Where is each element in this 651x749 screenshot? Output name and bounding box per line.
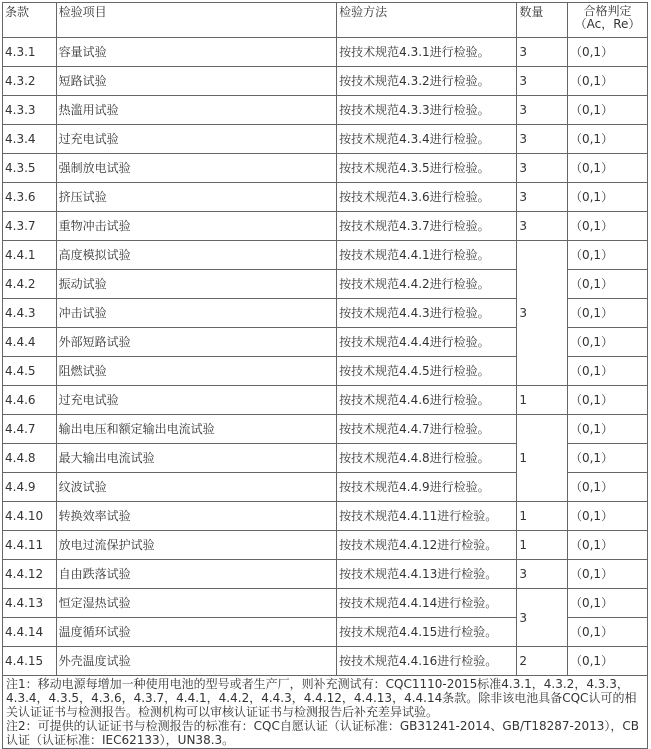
item-cell: 高度模拟试验 [56,241,336,270]
clause-cell: 4.3.1 [3,38,57,67]
clause-cell: 4.4.13 [3,589,57,618]
item-cell: 重物冲击试验 [56,212,336,241]
judgment-cell: （0,1） [567,212,647,241]
clause-cell: 4.4.3 [3,299,57,328]
quantity-cell: 3 [517,560,568,589]
judgment-cell: （0,1） [567,560,647,589]
method-cell: 按技术规范4.3.6进行检验。 [337,183,517,212]
clause-cell: 4.3.3 [3,96,57,125]
judgment-cell: （0,1） [567,415,647,444]
judgment-cell: （0,1） [567,647,647,676]
table-row [3,96,648,125]
clause-cell: 4.4.9 [3,473,57,502]
item-cell: 挤压试验 [56,183,336,212]
quantity-cell: 1 [517,502,568,531]
judgment-cell: （0,1） [567,125,647,154]
method-cell: 按技术规范4.4.16进行检验。 [337,647,517,676]
method-cell: 按技术规范4.4.8进行检验。 [337,444,517,473]
method-cell: 按技术规范4.4.11进行检验。 [337,502,517,531]
item-cell: 振动试验 [56,270,336,299]
quantity-cell-merged: 3 [517,241,568,386]
judgment-cell: （0,1） [567,473,647,502]
method-cell: 按技术规范4.4.3进行检验。 [337,299,517,328]
item-cell: 恒定湿热试验 [56,589,336,618]
clause-cell: 4.4.15 [3,647,57,676]
table-row [3,125,648,154]
clause-cell: 4.4.8 [3,444,57,473]
item-cell: 外壳温度试验 [56,647,336,676]
header-quantity: 数量 [517,3,568,38]
clause-cell: 4.4.2 [3,270,57,299]
method-cell: 按技术规范4.4.6进行检验。 [337,386,517,415]
judgment-cell: （0,1） [567,589,647,618]
header-item: 检验项目 [56,3,336,38]
item-cell: 温度循环试验 [56,618,336,647]
method-cell: 按技术规范4.4.12进行检验。 [337,531,517,560]
quantity-cell: 3 [517,154,568,183]
item-cell: 短路试验 [56,67,336,96]
method-cell: 按技术规范4.4.13进行检验。 [337,560,517,589]
clause-cell: 4.3.6 [3,183,57,212]
table-row [3,415,648,444]
header-judgment-label: 合格判定 [583,4,632,18]
item-cell: 最大输出电流试验 [56,444,336,473]
item-cell: 外部短路试验 [56,328,336,357]
quantity-cell-merged: 3 [517,589,568,647]
quantity-cell: 3 [517,183,568,212]
judgment-cell: （0,1） [567,299,647,328]
clause-cell: 4.3.2 [3,67,57,96]
table-row [3,212,648,241]
clause-cell: 4.4.10 [3,502,57,531]
method-cell: 按技术规范4.4.15进行检验。 [337,618,517,647]
item-cell: 热滥用试验 [56,96,336,125]
item-cell: 纹波试验 [56,473,336,502]
clause-cell: 4.4.5 [3,357,57,386]
table-row [3,647,648,676]
clause-cell: 4.4.11 [3,531,57,560]
notes-row [3,676,648,749]
method-cell: 按技术规范4.4.9进行检验。 [337,473,517,502]
quantity-cell: 3 [517,67,568,96]
quantity-cell: 3 [517,96,568,125]
quantity-cell: 2 [517,647,568,676]
notes-cell [3,676,648,749]
table-row [3,560,648,589]
clause-cell: 4.4.14 [3,618,57,647]
item-cell: 容量试验 [56,38,336,67]
method-cell: 按技术规范4.4.4进行检验。 [337,328,517,357]
item-cell: 过充电试验 [56,125,336,154]
judgment-cell: （0,1） [567,531,647,560]
judgment-cell: （0,1） [567,241,647,270]
quantity-cell: 1 [517,531,568,560]
judgment-cell: （0,1） [567,67,647,96]
method-cell: 按技术规范4.4.1进行检验。 [337,241,517,270]
quantity-cell: 3 [517,212,568,241]
table-header-row [3,3,648,38]
clause-cell: 4.3.5 [3,154,57,183]
quantity-cell-merged: 1 [517,415,568,502]
judgment-cell: （0,1） [567,502,647,531]
header-method: 检验方法 [337,3,517,38]
clause-cell: 4.4.4 [3,328,57,357]
item-cell: 自由跌落试验 [56,560,336,589]
inspection-table [2,2,648,749]
judgment-cell: （0,1） [567,270,647,299]
table-row [3,386,648,415]
method-cell: 按技术规范4.3.1进行检验。 [337,38,517,67]
judgment-cell: （0,1） [567,444,647,473]
clause-cell: 4.4.6 [3,386,57,415]
quantity-cell: 3 [517,125,568,154]
table-row [3,154,648,183]
item-cell: 强制放电试验 [56,154,336,183]
table-row [3,241,648,270]
table-row [3,67,648,96]
note-1: 注1：移动电源每增加一种使用电池的型号或者生产厂，则补充测试有：CQC1110-2015标准4.3.1，4.3.2，4.3.3，4.3.4，4.3.5，4.3.6，4.3.7，4.4.1，4.4.2，4.4.3，4.4.12，4.4.13，4.4.14条款。除非该电池具备CQC认可的相关认证证书与检测报告。检测机构可以审核认证证书与检测报告后补充差异试验。 [6,677,637,719]
judgment-cell: （0,1） [567,328,647,357]
judgment-cell: （0,1） [567,154,647,183]
method-cell: 按技术规范4.4.14进行检验。 [337,589,517,618]
judgment-cell: （0,1） [567,618,647,647]
clause-cell: 4.4.1 [3,241,57,270]
method-cell: 按技术规范4.3.4进行检验。 [337,125,517,154]
method-cell: 按技术规范4.4.5进行检验。 [337,357,517,386]
item-cell: 转换效率试验 [56,502,336,531]
quantity-cell: 1 [517,386,568,415]
item-cell: 冲击试验 [56,299,336,328]
method-cell: 按技术规范4.3.3进行检验。 [337,96,517,125]
method-cell: 按技术规范4.4.7进行检验。 [337,415,517,444]
item-cell: 阻燃试验 [56,357,336,386]
judgment-cell: （0,1） [567,357,647,386]
clause-cell: 4.4.12 [3,560,57,589]
table-row [3,502,648,531]
method-cell: 按技术规范4.4.2进行检验。 [337,270,517,299]
note-2: 注2：可提供的认证证书与检测报告的标准有：CQC自愿认证（认证标准：GB31241-2014、GB/T18287-2013），CB认证（认证标准：IEC62133），UN38.3。 [6,719,639,747]
clause-cell: 4.3.4 [3,125,57,154]
table-row [3,531,648,560]
header-judgment [567,3,647,38]
item-cell: 过充电试验 [56,386,336,415]
inspection-table-container [2,2,648,749]
clause-cell: 4.3.7 [3,212,57,241]
table-row [3,183,648,212]
method-cell: 按技术规范4.3.5进行检验。 [337,154,517,183]
header-judgment-sub: （Ac，Re） [574,17,641,31]
clause-cell: 4.4.7 [3,415,57,444]
item-cell: 放电过流保护试验 [56,531,336,560]
judgment-cell: （0,1） [567,183,647,212]
judgment-cell: （0,1） [567,96,647,125]
quantity-cell: 3 [517,38,568,67]
table-row [3,589,648,618]
table-row [3,38,648,67]
judgment-cell: （0,1） [567,38,647,67]
method-cell: 按技术规范4.3.7进行检验。 [337,212,517,241]
header-clause: 条款 [3,3,57,38]
judgment-cell: （0,1） [567,386,647,415]
item-cell: 输出电压和额定输出电流试验 [56,415,336,444]
method-cell: 按技术规范4.3.2进行检验。 [337,67,517,96]
